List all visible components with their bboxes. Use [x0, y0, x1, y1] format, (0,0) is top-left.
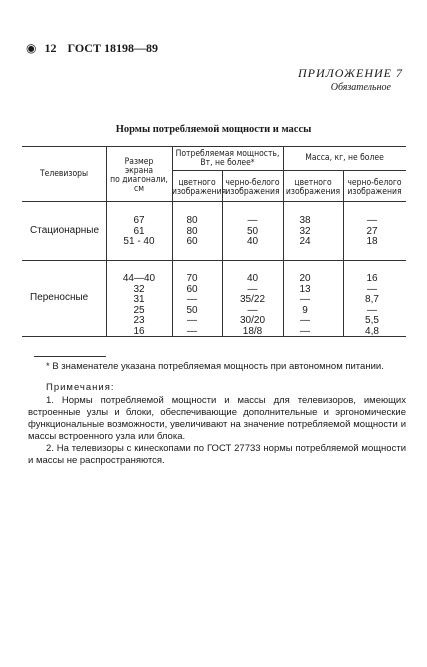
standard-code: ГОСТ 18198—89	[67, 41, 158, 55]
header-mass-color: цветного изображения	[285, 178, 341, 197]
table-column-mass-color: 20 13 — 9 — —	[299, 273, 311, 337]
table-column-size: 67 61 51 - 40	[123, 215, 155, 247]
header-power-color: цветного изображения	[172, 178, 227, 197]
header-tv: Телевизоры	[39, 169, 89, 179]
page-mark-icon: ◉	[26, 41, 37, 55]
table-column-mass-bw: 16 — 8,7 — 5,5 4,8	[365, 273, 379, 337]
group-separator-rule	[22, 260, 406, 261]
table-column-power-color: 70 60 — 50 — —	[186, 273, 198, 337]
norms-table	[22, 146, 406, 336]
appendix-title: ПРИЛОЖЕНИЕ 7	[298, 66, 403, 80]
header-power-bw: черно-белого изображения	[225, 178, 280, 197]
table-column-power-color: 80 80 60	[186, 215, 198, 247]
notes-heading: Примечания:	[46, 382, 115, 393]
footnote-separator	[34, 356, 106, 357]
note-item: 1. Нормы потребляемой мощности и массы для телевизоров, имеющих встроенные узлы и блоки, обеспечивающие дополнительные и эргономические функциональные возможности, увеличивают на значение потребляемой мощности и массы встроенного узла или блока.	[28, 395, 406, 442]
header-mass: Масса, кг, не более	[305, 153, 384, 163]
header-bottom-rule	[22, 201, 406, 202]
table-column-mass-bw: — 27 18	[366, 215, 378, 247]
table-column-power-bw: 40 — 35/22 — 30/20 18/8	[239, 273, 266, 337]
header-size: Размер экрана по диагонали, см	[110, 157, 168, 194]
table-column-size: 44—40 32 31 25 23 16	[122, 273, 156, 337]
table-top-rule	[22, 146, 406, 147]
table-column-power-bw: — 50 40	[246, 215, 259, 247]
page-number: 12	[44, 41, 57, 55]
table-title: Нормы потребляемой мощности и массы	[115, 124, 312, 135]
group-label-portable: Переносные	[30, 292, 89, 303]
page-header	[26, 41, 158, 56]
table-bottom-rule	[22, 336, 406, 337]
footnote: * В знаменателе указана потребляемая мощность при автономном питании.	[46, 361, 384, 372]
header-mass-bw: черно-белого изображения	[347, 178, 402, 197]
header-power: Потребляемая мощность, Вт, не более*	[175, 149, 280, 168]
subheader-rule	[172, 170, 406, 171]
table-column-mass-color: 38 32 24	[299, 215, 311, 247]
group-label-stationary: Стационарные	[30, 225, 100, 236]
appendix-subtitle: Обязательное	[330, 82, 391, 93]
note-item: 2. На телевизоры с кинескопами по ГОСТ 27733 нормы потребляемой мощности и массы не распространяются.	[28, 443, 406, 466]
